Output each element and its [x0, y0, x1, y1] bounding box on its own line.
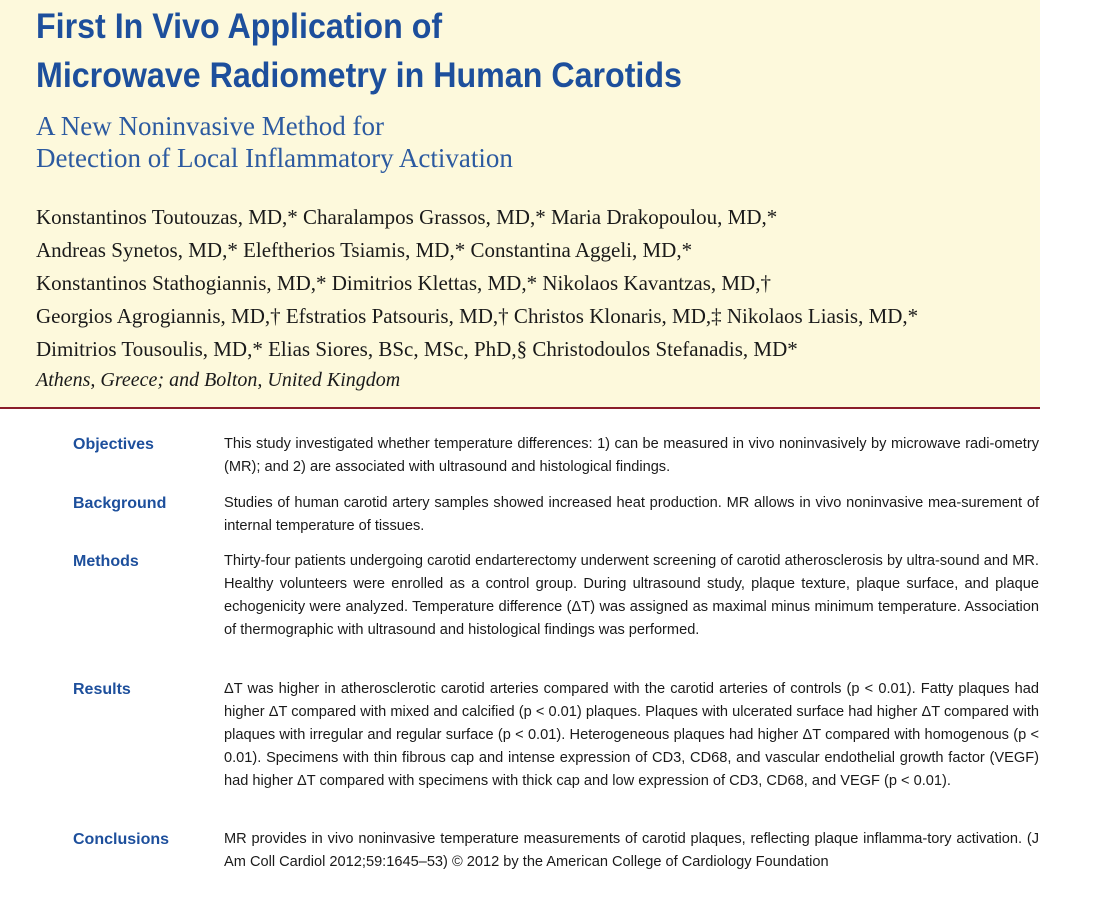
author-line-3: Konstantinos Stathogiannis, MD,* Dimitrios Klettas, MD,* Nikolaos Kavantzas, MD,† [36, 271, 771, 295]
results-label: Results [73, 681, 131, 698]
article-title [36, 2, 682, 100]
background-label: Background [73, 495, 167, 512]
author-line-4: Georgios Agrogiannis, MD,† Efstratios Patsouris, MD,† Christos Klonaris, MD,‡ Nikolaos Liasis, MD,* [36, 304, 919, 328]
methods-text: Thirty-four patients undergoing carotid endarterectomy underwent screening of carotid atherosclerosis by ultra-sound and MR. Healthy volunteers were enrolled as a control group. During ultrasound study, plaque texture, plaque surface, and plaque echogenicity were analyzed. Temperature difference (ΔT) was assigned as maximal minus minimum temperature. Association of thermographic with ultrasound and histological findings was performed. [224, 553, 1039, 638]
subtitle-line-2: Detection of Local Inflammatory Activation [36, 143, 513, 173]
background-text: Studies of human carotid artery samples showed increased heat production. MR allows in vivo noninvasive mea-surement of internal temperature of tissues. [224, 495, 1039, 534]
author-line-1: Konstantinos Toutouzas, MD,* Charalampos Grassos, MD,* Maria Drakopoulou, MD,* [36, 205, 778, 229]
results-text: ΔT was higher in atherosclerotic carotid arteries compared with the carotid arteries of controls (p < 0.01). Fatty plaques had higher ΔT compared with mixed and calcified (p < 0.01) plaques. Plaques with ulcerated surface had higher ΔT compared with plaques with irregular and regular surface (p < 0.01). Heterogeneous plaques had higher ΔT compared with homogenous (p < 0.01). Specimens with thin fibrous cap and intense expression of CD3, CD68, and vascular endothelial growth factor (VEGF) had higher ΔT compared with specimens with thick cap and low expression of CD3, CD68, and VEGF (p < 0.01). [224, 681, 1039, 789]
objectives-label: Objectives [73, 436, 154, 453]
author-list [36, 201, 918, 366]
author-line-5: Dimitrios Tousoulis, MD,* Elias Siores, BSc, MSc, PhD,§ Christodoulos Stefanadis, MD* [36, 337, 798, 361]
section-divider [0, 407, 1040, 409]
methods-label: Methods [73, 553, 139, 570]
article-subtitle [36, 110, 513, 174]
title-line-1: First In Vivo Application of [36, 7, 443, 46]
conclusions-text: MR provides in vivo noninvasive temperature measurements of carotid plaques, reflecting plaque inflamma-tory activation. (J Am Coll Cardiol 2012;59:1645–53) © 2012 by the American College of Cardiology Foundation [224, 831, 1039, 870]
affiliation: Athens, Greece; and Bolton, United Kingdom [36, 369, 401, 391]
objectives-text: This study investigated whether temperature differences: 1) can be measured in vivo noninvasively by microwave radi-ometry (MR); and 2) are associated with ultrasound and histological findings. [224, 436, 1039, 475]
subtitle-line-1: A New Noninvasive Method for [36, 111, 384, 141]
author-line-2: Andreas Synetos, MD,* Eleftherios Tsiamis, MD,* Constantina Aggeli, MD,* [36, 238, 693, 262]
conclusions-label: Conclusions [73, 831, 170, 848]
title-line-2: Microwave Radiometry in Human Carotids [36, 56, 682, 95]
